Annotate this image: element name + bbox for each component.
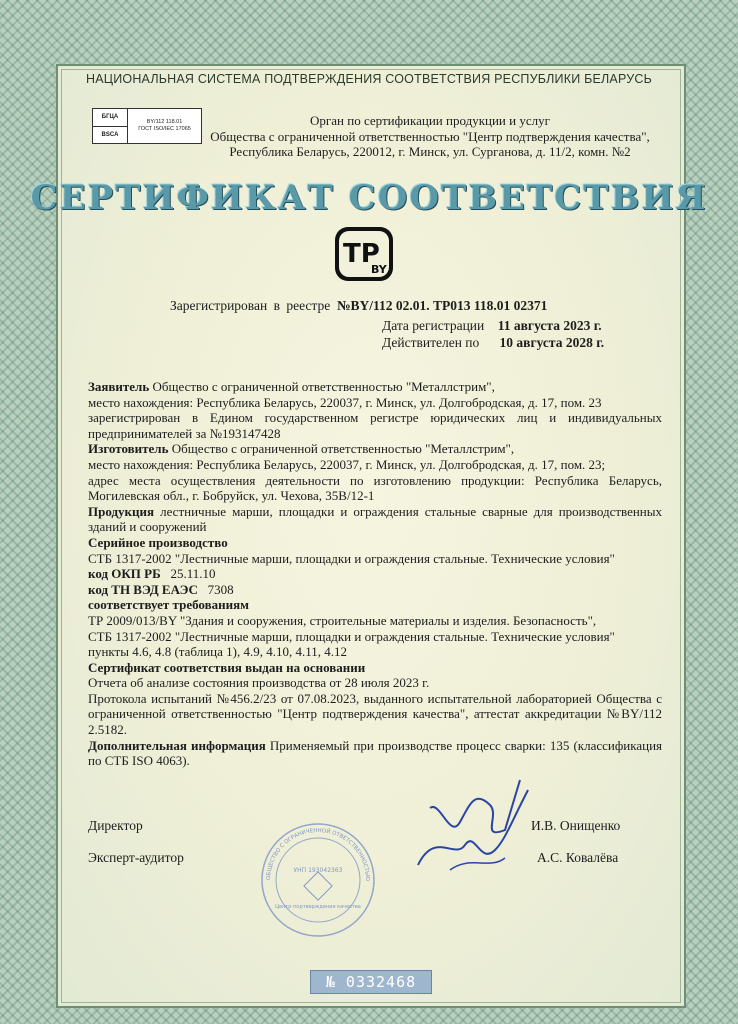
tr-mark-icon [334, 226, 394, 282]
tr-mark-sub: BY [371, 263, 387, 276]
registration-date [382, 318, 602, 334]
expert-name: А.С. Ковалёва [537, 850, 619, 865]
date-value: 11 августа 2023 г. [497, 318, 602, 333]
basis-line2: Протокола испытаний №456.2/23 от 07.08.2023, выданного испытательной лабораторией Общества с ограниченной ответственностью "Центр подтверждения качества", аттестат аккредитации №BY/112 2.5182. [88, 690, 662, 738]
applicant-registration: зарегистрирован в Едином государственном регистре юридических лиц и индивидуальных предпринимателей за №193147428 [88, 410, 662, 441]
director-role: Директор [88, 818, 143, 833]
valid-value: 10 августа 2028 г. [499, 335, 605, 350]
director-name: И.В. Онищенко [531, 818, 621, 833]
date-label: Дата регистрации [382, 318, 485, 333]
additional-info: Дополнительная информация Применяемый при производстве процесс сварки: 135 (классификация по СТБ ISO 4063). [88, 737, 663, 769]
stamp-unp: УНП 193042363 [293, 867, 343, 874]
conforms-line1: ТР 2009/013/BY "Здания и сооружения, строительные материалы и изделия. Безопасность", [88, 612, 597, 628]
certificate-body [88, 379, 662, 769]
logo-line2: ГОСТ ISO/IEC 17065 [138, 126, 191, 132]
manufacturer: Изготовитель Общество с ограниченной ответственностью "Металлстрим", [88, 441, 515, 457]
signature-icon [410, 770, 530, 880]
stamp-icon [258, 820, 378, 940]
bsca-logo [92, 108, 202, 144]
tr-mark-main: ТР [343, 239, 380, 269]
conforms-line2: СТБ 1317-2002 "Лестничные марши, площадки и ограждения стальные. Технические условия" [88, 628, 615, 644]
certification-body [200, 113, 660, 160]
serial-label: Серийное производство [88, 534, 228, 550]
applicant: Заявитель Общество с ограниченной ответственностью "Металлстрим", [88, 379, 495, 394]
organ-line1: Орган по сертификации продукции и услуг [310, 113, 550, 128]
serial-standard: СТБ 1317-2002 "Лестничные марши, площадки и ограждения стальные. Технические условия" [88, 550, 615, 566]
organ-line3: Республика Беларусь, 220012, г. Минск, ул. Сурганова, д. 11/2, комн. №2 [229, 144, 631, 159]
logo-top-text: БГЦА [101, 114, 119, 121]
header-text: НАЦИОНАЛЬНАЯ СИСТЕМА ПОДТВЕРЖДЕНИЯ СООТВЕТСТВИЯ РЕСПУБЛИКИ БЕЛАРУСЬ [86, 72, 652, 86]
certificate-title: СЕРТИФИКАТ СООТВЕТСТВИЯ [30, 178, 708, 218]
basis-line1: Отчета об анализе состояния производства от 28 июля 2023 г. [88, 675, 430, 691]
manufacturer-address: место нахождения: Республика Беларусь, 220037, г. Минск, ул. Долгобродская, д. 17, пом. 23; [88, 456, 606, 472]
organ-line2: Общества с ограниченной ответственностью "Центр подтверждения качества", [210, 128, 650, 144]
valid-label: Действителен по [382, 335, 480, 350]
registry-number: №BY/112 02.01. ТР013 118.01 02371 [336, 298, 548, 313]
registry-line [170, 298, 547, 314]
stamp-center: Центр подтверждения качества [275, 904, 361, 910]
registry-label: Зарегистрирован в реестре [170, 298, 331, 313]
basis-label: Сертификат соответствия выдан на основании [88, 659, 366, 675]
product: Продукция лестничные марши, площадки и ограждения стальные сварные для производственных зданий и сооружений [88, 503, 662, 535]
stamp-ring-text: ОБЩЕСТВО С ОГРАНИЧЕННОЙ ОТВЕТСТВЕННОСТЬЮ [265, 827, 371, 882]
logo-bottom-text: BSCA [93, 126, 127, 144]
expert-role: Эксперт-аудитор [88, 850, 184, 865]
logo-line1: BY/112 118.01 [146, 119, 183, 125]
valid-until [382, 335, 604, 351]
certificate-serial-number: № 0332468 [310, 970, 432, 994]
okp-code: код ОКП РБ 25.11.10 [88, 566, 216, 582]
conforms-label: соответствует требованиям [88, 597, 249, 613]
conforms-line3: пункты 4.6, 4.8 (таблица 1), 4.9, 4.10, 4.11, 4.12 [88, 644, 347, 660]
tnved-code: код ТН ВЭД ЕАЭС 7308 [88, 581, 234, 597]
applicant-address: место нахождения: Республика Беларусь, 220037, г. Минск, ул. Долгобродская, д. 17, пом. 23 [88, 394, 602, 410]
manufacturer-production-address: адрес места осуществления деятельности по изготовлению продукции: Республика Беларусь, Могилевская обл., г. Бобруйск, ул. Чехова, 35В/12-1 [88, 472, 662, 504]
